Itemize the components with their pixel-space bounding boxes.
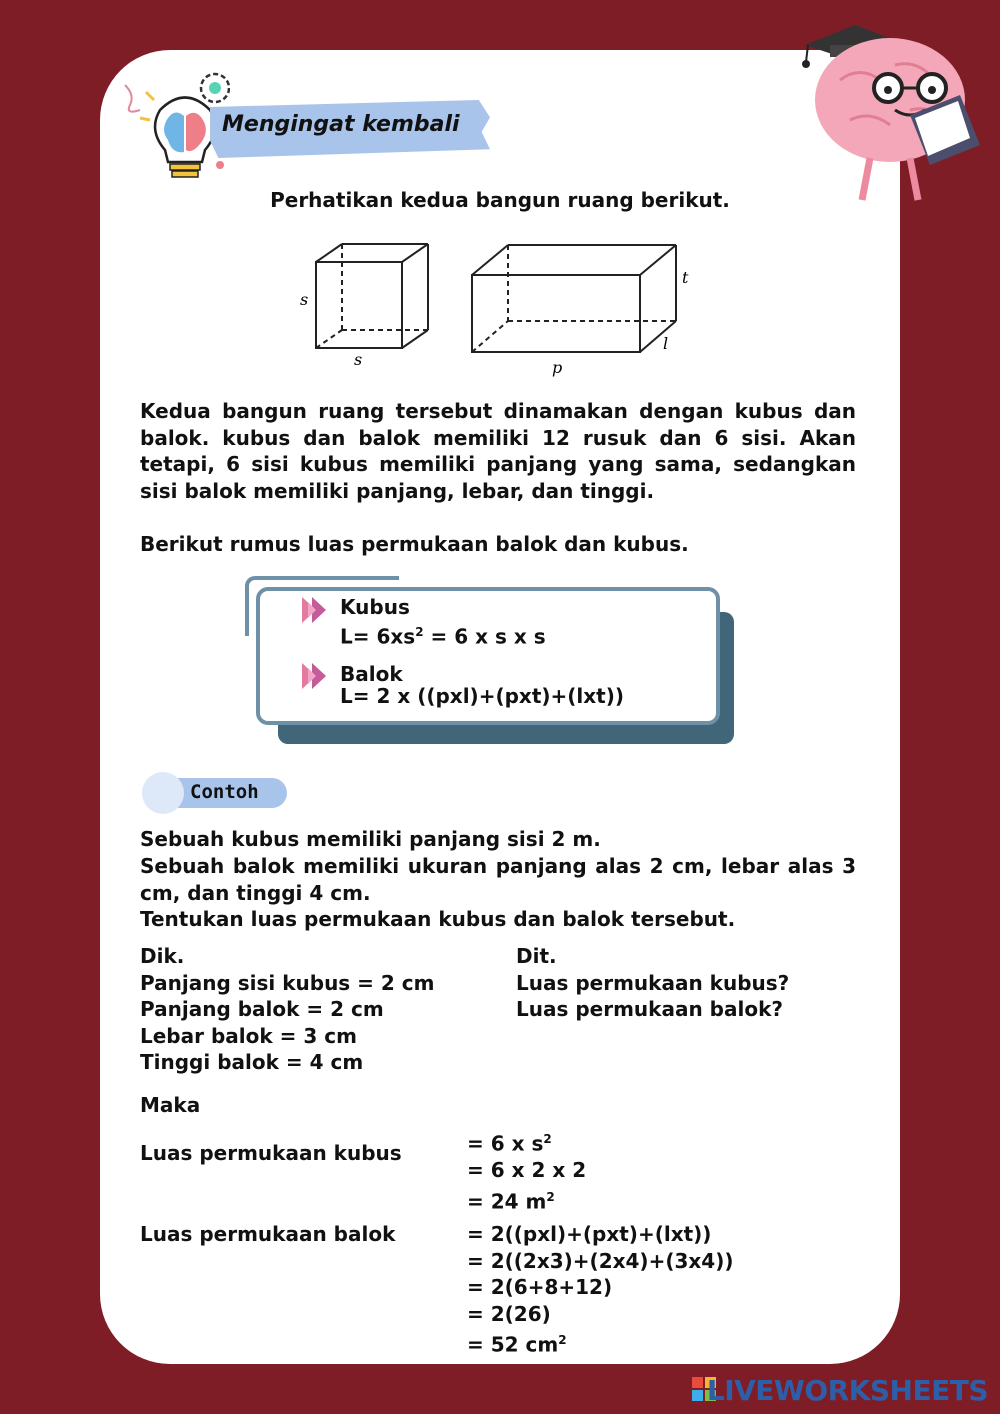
asked-item: Luas permukaan kubus? bbox=[516, 970, 790, 995]
kubus-step: = 6 x $s^2$ bbox=[467, 1131, 552, 1156]
cuboid-drawing bbox=[472, 245, 676, 352]
cube-side-label: s bbox=[300, 290, 309, 309]
intro-text: Perhatikan kedua bangun ruang berikut. bbox=[270, 188, 730, 212]
kubus-step: = 6 x 2 x 2 bbox=[467, 1158, 587, 1183]
brain-mascot-icon bbox=[800, 10, 985, 210]
cube-cuboid-figure bbox=[290, 235, 710, 385]
balok-area-label: Luas permukaan balok bbox=[140, 1222, 396, 1246]
problem-line-3: Tentukan luas permukaan kubus dan balok tersebut. bbox=[140, 907, 736, 931]
double-chevron-icon bbox=[302, 597, 336, 623]
known-item: Lebar balok = 3 cm bbox=[140, 1023, 357, 1048]
asked-title: Dit. bbox=[516, 944, 557, 968]
contoh-pill-circle bbox=[142, 772, 184, 814]
cuboid-width-label: l bbox=[663, 334, 669, 353]
cube-base-label: s bbox=[354, 350, 363, 369]
maka-label: Maka bbox=[140, 1093, 201, 1117]
liveworksheets-watermark: LIVEWORKSHEETS bbox=[706, 1374, 988, 1407]
double-chevron-icon bbox=[302, 663, 336, 689]
header-title: Mengingat kembali bbox=[222, 112, 460, 137]
known-block bbox=[140, 943, 434, 1076]
paragraph-formula-intro: Berikut rumus luas permukaan balok dan kubus. bbox=[140, 532, 689, 556]
asked-item: Luas permukaan balok? bbox=[516, 997, 783, 1021]
known-item: Panjang balok = 2 cm bbox=[140, 997, 384, 1021]
balok-title: Balok bbox=[340, 662, 403, 686]
problem-line-2: Sebuah balok memiliki ukuran panjang alas 2 cm, lebar alas 3 cm, dan tinggi 4 cm. bbox=[140, 854, 856, 905]
known-item: Tinggi balok = 4 cm bbox=[140, 1050, 364, 1074]
cuboid-height-label: t bbox=[682, 268, 689, 287]
cube-drawing bbox=[316, 244, 428, 348]
kubus-step: = 24 $m^2$ bbox=[467, 1189, 555, 1214]
balok-step: = 2(26) bbox=[467, 1301, 551, 1326]
balok-steps bbox=[467, 1221, 733, 1358]
known-title: Dik. bbox=[140, 944, 185, 968]
kubus-area-label: Luas permukaan kubus bbox=[140, 1141, 402, 1165]
kubus-title: Kubus bbox=[340, 595, 410, 619]
balok-formula: L= 2 x ((pxl)+(pxt)+(lxt)) bbox=[340, 684, 625, 708]
known-item: Panjang sisi kubus = 2 cm bbox=[140, 970, 435, 995]
kubus-steps bbox=[467, 1126, 586, 1215]
contoh-label: Contoh bbox=[190, 781, 259, 803]
balok-step: = 2((pxl)+(pxt)+(lxt)) bbox=[467, 1222, 712, 1246]
paragraph-explanation: Kedua bangun ruang tersebut dinamakan dengan kubus dan balok. kubus dan balok memiliki 12 rusuk dan 6 sisi. Akan tetapi, 6 sisi kubus memiliki panjang yang sama, sedangkan sisi balok memiliki panjang, lebar, dan tinggi. bbox=[140, 399, 856, 503]
balok-step: = 2(6+8+12) bbox=[467, 1275, 613, 1299]
problem-line-1: Sebuah kubus memiliki panjang sisi 2 m. bbox=[140, 827, 601, 851]
cuboid-length-label: p bbox=[552, 358, 563, 377]
asked-block bbox=[516, 943, 789, 1023]
balok-step: = 2((2x3)+(2x4)+(3x4)) bbox=[467, 1248, 734, 1273]
balok-step: = 52 $cm^2$ bbox=[467, 1332, 567, 1357]
kubus-formula: $L= 6xs^2 = 6$ x s x s bbox=[340, 624, 546, 649]
